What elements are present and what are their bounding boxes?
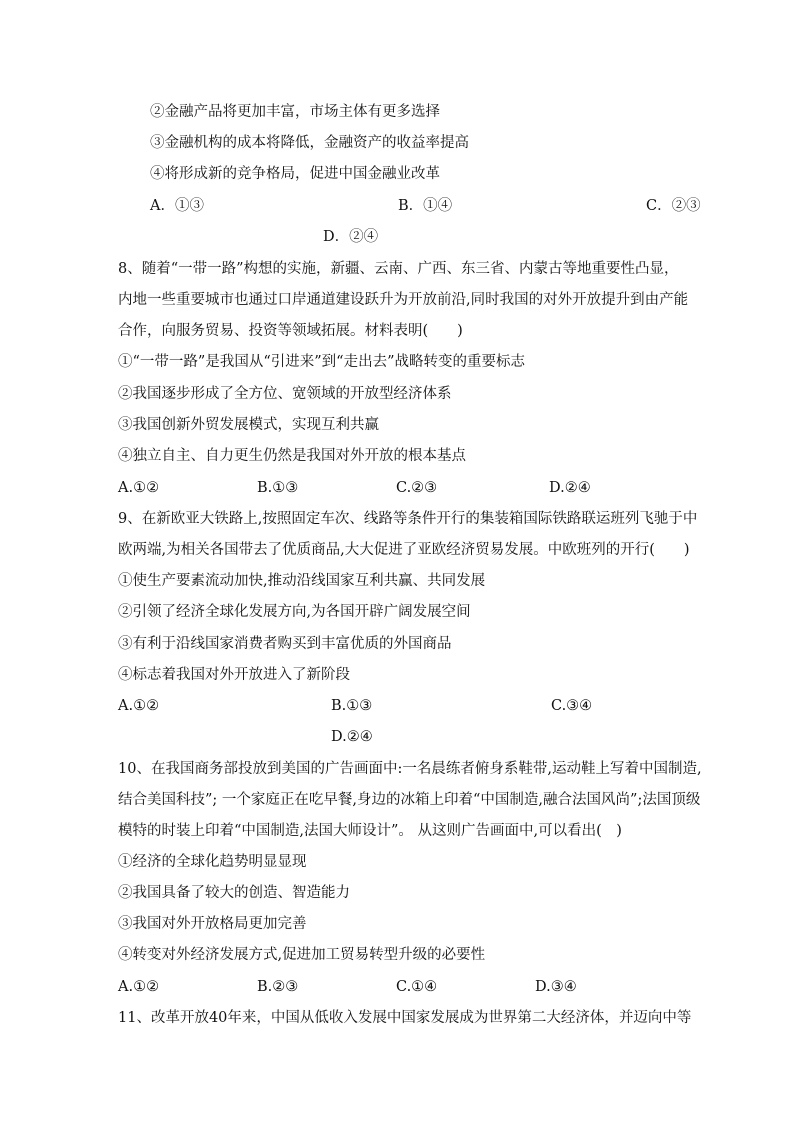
q7-option-c: C．②③ [646, 198, 701, 214]
q10-stem-line-2: 结合美国科技”; 一个家庭正在吃早餐,身边的冰箱上印着“中国制造,融合法国风尚”;法国顶级 [118, 792, 701, 808]
q8-item-4: ④独立自主、自力更生仍然是我国对外开放的根本基点 [118, 448, 466, 464]
q8-option-b: B.①③ [257, 480, 299, 496]
q9-stem-line-2: 欧两端,为相关各国带去了优质商品,大大促进了亚欧经济贸易发展。中欧班列的开行( ) [118, 542, 690, 558]
q9-option-a: A.①② [118, 698, 160, 714]
q9-option-b: B.①③ [331, 698, 373, 714]
q9-item-2: ②引领了经济全球化发展方向,为各国开辟广阔发展空间 [118, 604, 471, 620]
q11-stem-line-1: 11、改革开放40年来，中国从低收入发展中国家发展成为世界第二大经济体，并迈向中等 [118, 1010, 692, 1026]
q7-item-3: ③金融机构的成本将降低，金融资产的收益率提高 [150, 135, 469, 151]
q7-option-d: D．②④ [323, 229, 379, 245]
q10-option-a: A.①② [118, 979, 160, 995]
q8-option-d: D.②④ [549, 480, 591, 496]
q9-item-3: ③有利于沿线国家消费者购买到丰富优质的外国商品 [118, 636, 452, 652]
q7-option-b: B．①④ [398, 198, 453, 214]
q8-stem-line-3: 合作，向服务贸易、投资等领域拓展。材料表明( ) [118, 323, 463, 339]
q9-item-4: ④标志着我国对外开放进入了新阶段 [118, 667, 350, 683]
q9-stem-line-1: 9、在新欧亚大铁路上,按照固定车次、线路等条件开行的集装箱国际铁路联运班列飞驰于中 [118, 511, 698, 527]
q8-option-a: A.①② [118, 480, 160, 496]
q8-option-c: C.②③ [396, 480, 438, 496]
q9-option-d: D.②④ [331, 729, 373, 745]
q8-stem-line-2: 内地一些重要城市也通过口岸通道建设跃升为开放前沿,同时我国的对外开放提升到由产能 [118, 292, 689, 308]
q8-item-2: ②我国逐步形成了全方位、宽领域的开放型经济体系 [118, 386, 452, 402]
q10-option-b: B.②③ [257, 979, 299, 995]
q7-item-4: ④将形成新的竞争格局，促进中国金融业改革 [150, 166, 440, 182]
q10-stem-line-3: 模特的时装上印着“中国制造,法国大师设计”。 从这则广告画面中,可以看出( ) [118, 823, 622, 839]
q10-item-1: ①经济的全球化趋势明显显现 [118, 854, 307, 870]
q9-item-1: ①使生产要素流动加快,推动沿线国家互利共赢、共同发展 [118, 573, 486, 589]
q10-item-2: ②我国具备了较大的创造、智造能力 [118, 885, 350, 901]
q10-item-4: ④转变对外经济发展方式,促进加工贸易转型升级的必要性 [118, 947, 486, 963]
q10-option-d: D.③④ [535, 979, 577, 995]
q10-item-3: ③我国对外开放格局更加完善 [118, 916, 307, 932]
q8-item-3: ③我国创新外贸发展模式，实现互利共赢 [118, 417, 379, 433]
q7-item-2: ②金融产品将更加丰富，市场主体有更多选择 [150, 104, 440, 120]
q10-stem-line-1: 10、在我国商务部投放到美国的广告画面中:一名晨练者俯身系鞋带,运动鞋上写着中国制造, [118, 761, 702, 777]
q10-option-c: C.①④ [396, 979, 438, 995]
q8-item-1: ①“一带一路”是我国从“引进来”到“走出去”战略转变的重要标志 [118, 354, 525, 370]
q7-option-a: A．①③ [150, 198, 204, 214]
q8-stem-line-1: 8、随着“一带一路”构想的实施，新疆、云南、广西、东三省、内蒙古等地重要性凸显， [118, 261, 679, 277]
q9-option-c: C.③④ [551, 698, 593, 714]
